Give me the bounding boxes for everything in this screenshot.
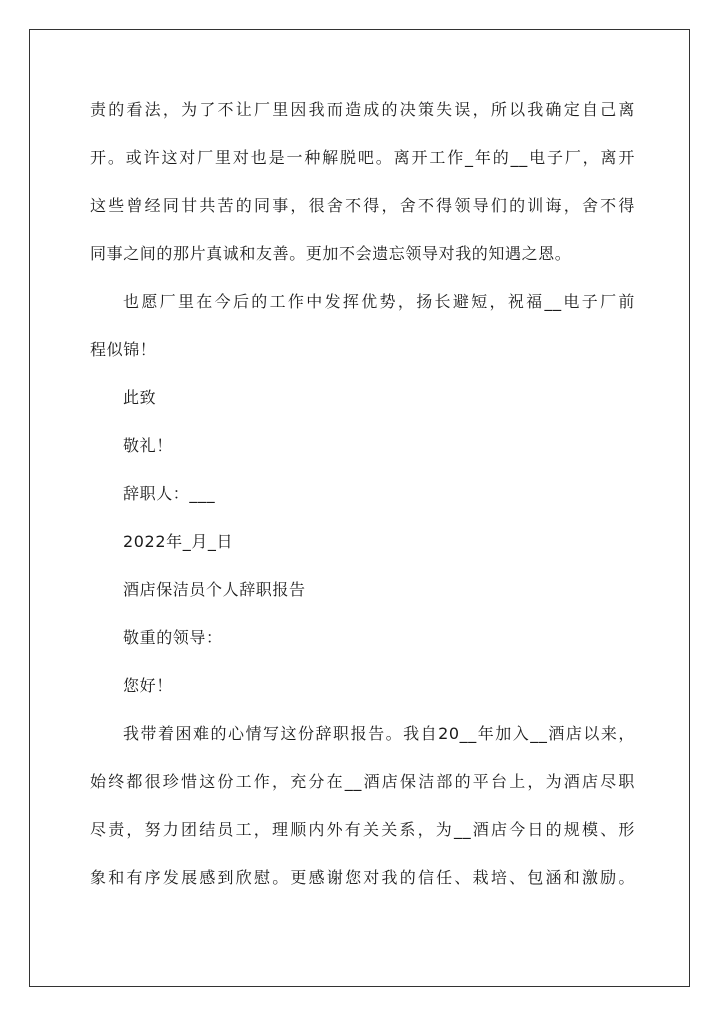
- signature-line: 辞职人：___: [123, 484, 216, 503]
- paragraph-line: 这些曾经同甘共苦的同事，很舍不得，舍不得领导们的训诲，舍不得: [90, 196, 635, 215]
- greeting: 敬重的领导：: [123, 628, 223, 647]
- closing-salutation: 此致: [123, 388, 157, 407]
- paragraph-line: 开。或许这对厂里对也是一种解脱吧。离开工作_年的__电子厂，离开: [90, 148, 635, 167]
- page-border: [29, 29, 690, 987]
- paragraph-line: 责的看法，为了不让厂里因我而造成的决策失误，所以我确定自己离: [90, 100, 635, 119]
- closing-salutation: 敬礼！: [123, 436, 173, 455]
- paragraph-line: 尽责，努力团结员工，理顺内外有关关系，为__酒店今日的规模、形: [90, 820, 635, 839]
- paragraph-line: 同事之间的那片真诚和友善。更加不会遗忘领导对我的知遇之恩。: [90, 244, 572, 263]
- paragraph-line: 也愿厂里在今后的工作中发挥优势，扬长避短，祝福__电子厂前: [123, 292, 635, 311]
- date-line: 2022年_月_日: [123, 532, 234, 551]
- paragraph-line: 程似锦！: [90, 340, 157, 359]
- paragraph-line: 始终都很珍惜这份工作，充分在__酒店保洁部的平台上，为酒店尽职: [90, 772, 635, 791]
- section-title: 酒店保洁员个人辞职报告: [123, 580, 306, 599]
- paragraph-line: 我带着困难的心情写这份辞职报告。我自20__年加入__酒店以来，: [123, 724, 635, 743]
- greeting: 您好！: [123, 676, 173, 695]
- paragraph-line: 象和有序发展感到欣慰。更感谢您对我的信任、栽培、包涵和激励。: [90, 868, 635, 887]
